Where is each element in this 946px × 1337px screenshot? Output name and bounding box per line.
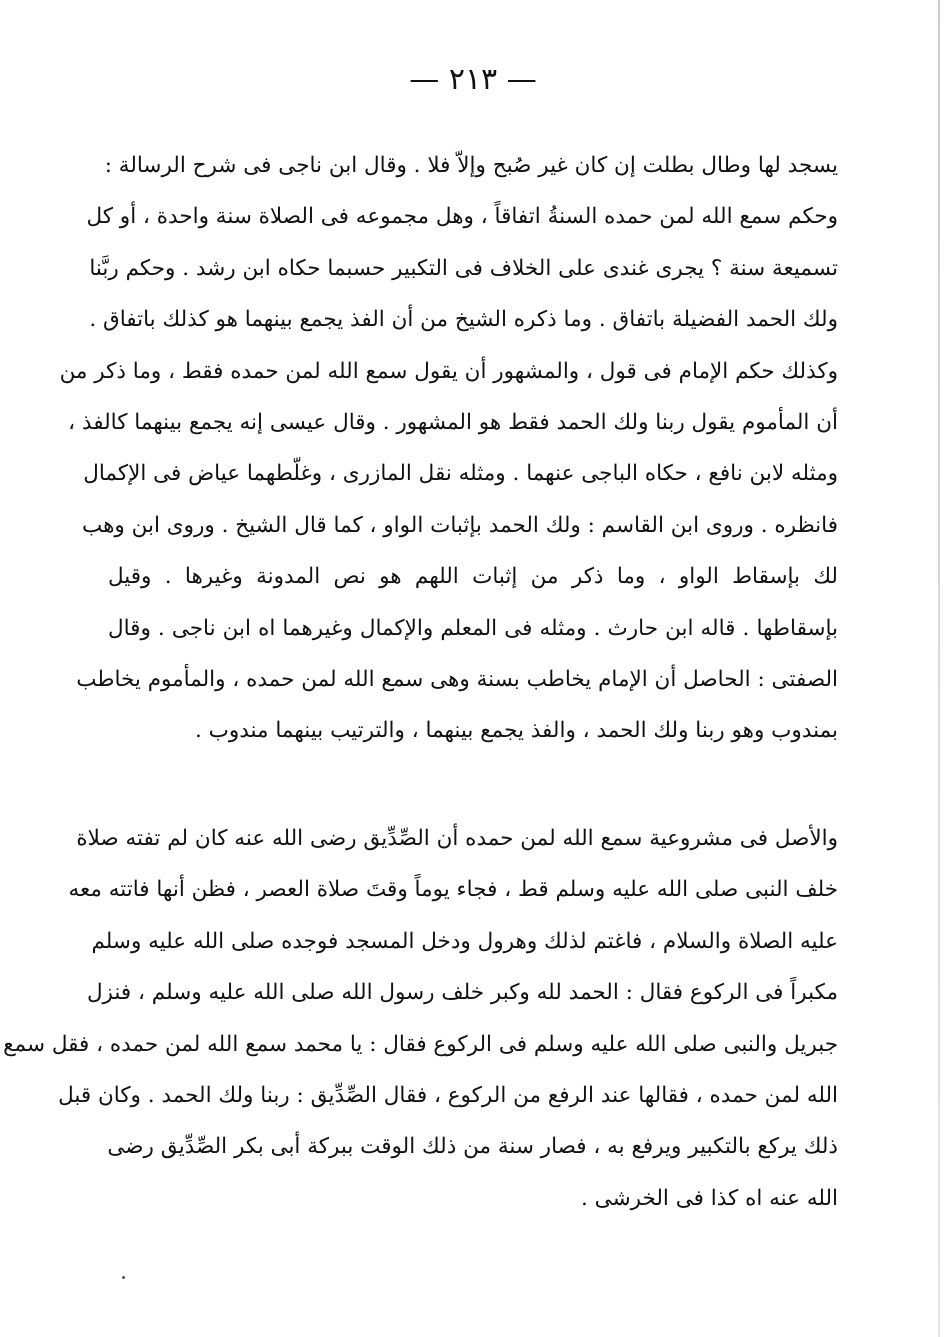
scan-edge — [938, 0, 940, 1337]
paragraph-1 — [59, 140, 838, 757]
text-line: عليه الصلاة والسلام ، فاغتم لذلك وهرول ودخل المسجد فوجده صلى الله عليه وسلم — [91, 928, 838, 954]
text-line: جبريل والنبى صلى الله عليه وسلم فى الركوع فقال : يا محمد سمع الله لمن حمده ، فقل سمع — [3, 1031, 838, 1057]
text-line: مكبراً فى الركوع فقال : الحمد لله وكبر خلف رسول الله صلى الله عليه وسلم ، فنزل — [86, 980, 838, 1006]
text-line: لك بإسقاط الواو ، وما ذكر من إثبات اللهم هو نص المدونة وغيرها . وقيل — [108, 564, 838, 590]
text-line: الله لمن حمده ، فقالها عند الرفع من الركوع ، فقال الصِّدِّيق : ربنا ولك الحمد . وكان قبل — [58, 1082, 838, 1108]
text-line: بإسقاطها . قاله ابن حارث . ومثله فى المعلم والإكمال وغيرهما اه ابن ناجى . وقال — [108, 615, 838, 641]
scan-speck — [122, 1276, 125, 1279]
paragraph-2 — [3, 813, 838, 1224]
text-line: بمندوب وهو ربنا ولك الحمد ، والفذ يجمع بينهما ، والترتيب بينهما مندوب . — [194, 718, 838, 744]
text-line: الله عنه اه كذا فى الخرشى . — [581, 1185, 838, 1211]
text-line: ذلك يركع بالتكبير ويرفع به ، فصار سنة من ذلك الوقت ببركة أبى بكر الصِّدِّيق رضى — [107, 1134, 838, 1160]
text-line: وحكم سمع الله لمن حمده السنةُ اتفاقاً ، وهل مجموعه فى الصلاة سنة واحدة ، أو كل — [86, 204, 838, 230]
page-number: — ٢١٣ — — [409, 62, 537, 97]
text-line: تسميعة سنة ؟ يجرى غندى على الخلاف فى التكبير حسبما حكاه ابن رشد . وحكم ربَّنا — [89, 255, 838, 281]
text-line: والأصل فى مشروعية سمع الله لمن حمده أن الصِّدِّيق رضى الله عنه كان لم تفته صلاة — [76, 826, 838, 851]
text-line: خلف النبى صلى الله عليه وسلم قط ، فجاء يوماً وقتَ صلاة العصر ، فظن أنها فاتته معه — [68, 877, 838, 903]
text-line: وكذلك حكم الإمام فى قول ، والمشهور أن يقول سمع الله لمن حمده فقط ، وما ذكر من — [59, 358, 838, 384]
text-line: ولك الحمد الفضيلة باتفاق . وما ذكره الشيخ من أن الفذ يجمع بينهما هو كذلك باتفاق . — [89, 307, 838, 333]
text-line: أن المأموم يقول ربنا ولك الحمد فقط هو المشهور . وقال عيسى إنه يجمع بينهما كالفذ ، — [68, 409, 838, 435]
text-line: فانظره . وروى ابن القاسم : ولك الحمد بإثبات الواو ، كما قال الشيخ . وروى ابن وهب — [81, 512, 838, 538]
text-line: ومثله لابن نافع ، حكاه الباجى عنهما . ومثله نقل المازرى ، وغلّطهما عياض فى الإكمال — [83, 461, 838, 487]
text-line: يسجد لها وطال بطلت إن كان غير صُبح وإلاّ فلا . وقال ابن ناجى فى شرح الرسالة : — [104, 153, 838, 178]
text-line: الصفتى : الحاصل أن الإمام يخاطب بسنة وهى سمع الله لمن حمده ، والمأموم يخاطب — [76, 666, 838, 692]
